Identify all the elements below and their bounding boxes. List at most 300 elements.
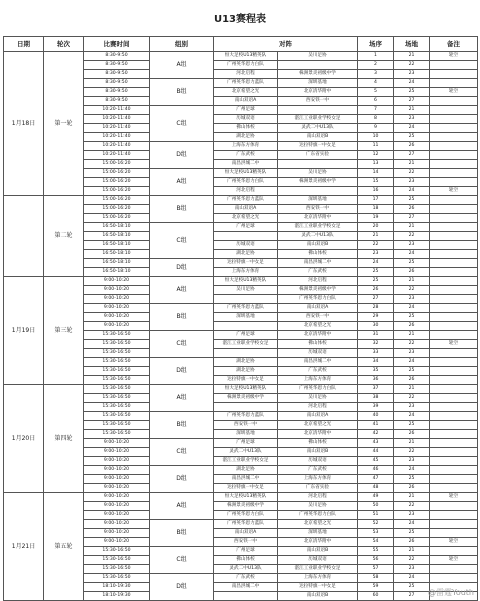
note-cell — [430, 385, 478, 394]
seq-cell: 35 — [358, 367, 394, 376]
seq-cell: 50 — [358, 502, 394, 511]
note-cell: 轮空 — [430, 493, 478, 502]
home-team-cell: 河北启程 — [214, 187, 278, 196]
field-cell: 24 — [394, 520, 430, 529]
time-cell: 15:30-16:50 — [84, 574, 150, 583]
note-cell: 轮空 — [430, 187, 478, 196]
away-team-cell: 河北启程 — [278, 493, 358, 502]
time-cell: 18:10-19:30 — [84, 583, 150, 592]
seq-cell: 55 — [358, 547, 394, 556]
away-team-cell: 吴川足协 — [278, 169, 358, 178]
time-cell: 15:00-16:20 — [84, 214, 150, 223]
field-cell: 23 — [394, 295, 430, 304]
time-cell: 9:00-10:20 — [84, 439, 150, 448]
time-cell: 16:50-18:10 — [84, 232, 150, 241]
time-cell: 9:00-10:20 — [84, 457, 150, 466]
field-cell: 24 — [394, 250, 430, 259]
away-team-cell: 深圳基地 — [278, 196, 358, 205]
away-team-cell: 广东省实验 — [278, 484, 358, 493]
round-cell: 第一轮 — [44, 52, 84, 196]
round-cell: 第二轮 — [44, 196, 84, 277]
field-cell: 26 — [394, 322, 430, 331]
group-cell: C组 — [150, 223, 214, 259]
field-cell: 25 — [394, 475, 430, 484]
seq-cell: 41 — [358, 421, 394, 430]
group-cell: C组 — [150, 439, 214, 466]
time-cell: 15:30-16:50 — [84, 367, 150, 376]
group-cell: B组 — [150, 196, 214, 223]
field-cell: 21 — [394, 439, 430, 448]
time-cell: 15:30-16:50 — [84, 412, 150, 421]
home-team-cell: 广州英华恩力蓝队 — [214, 412, 278, 421]
time-cell: 10:20-11:40 — [84, 133, 150, 142]
note-cell: 轮空 — [430, 538, 478, 547]
group-cell: D组 — [150, 358, 214, 385]
header-note: 备注 — [430, 37, 478, 52]
seq-cell: 34 — [358, 358, 394, 367]
time-cell: 9:00-10:20 — [84, 529, 150, 538]
group-cell: A组 — [150, 169, 214, 196]
home-team-cell — [214, 232, 278, 241]
seq-cell: 15 — [358, 178, 394, 187]
field-cell: 24 — [394, 358, 430, 367]
seq-cell: 60 — [358, 592, 394, 601]
time-cell: 15:30-16:50 — [84, 556, 150, 565]
away-team-cell: 上海东方体育 — [278, 475, 358, 484]
seq-cell: 52 — [358, 520, 394, 529]
home-team-cell: 湖北足协 — [214, 133, 278, 142]
field-cell: 27 — [394, 97, 430, 106]
time-cell: 15:30-16:50 — [84, 358, 150, 367]
home-team-cell: 南山双语A — [214, 97, 278, 106]
home-team-cell: 吴川足协 — [214, 286, 278, 295]
home-team-cell: 广东武校 — [214, 574, 278, 583]
field-cell: 21 — [394, 385, 430, 394]
seq-cell: 27 — [358, 295, 394, 304]
group-cell: A组 — [150, 385, 214, 412]
note-cell — [430, 61, 478, 70]
away-team-cell — [278, 160, 358, 169]
home-team-cell: 广州足球 — [214, 331, 278, 340]
seq-cell: 17 — [358, 196, 394, 205]
away-team-cell: 吴川足协 — [278, 394, 358, 403]
away-team-cell: 南昌洪城二中 — [278, 358, 358, 367]
field-cell: 22 — [394, 556, 430, 565]
field-cell: 24 — [394, 412, 430, 421]
field-cell: 23 — [394, 457, 430, 466]
home-team-cell: 湛江工业职业学校女足 — [214, 457, 278, 466]
away-team-cell: 北京希望之光 — [278, 421, 358, 430]
field-cell: 27 — [394, 151, 430, 160]
seq-cell: 43 — [358, 439, 394, 448]
away-team-cell: 吴川足协 — [278, 52, 358, 61]
group-cell: D组 — [150, 142, 214, 169]
home-team-cell: 广州英华恩力白队 — [214, 178, 278, 187]
away-team-cell: 北京清华附中 — [278, 214, 358, 223]
home-team-cell: 广州英华恩力蓝队 — [214, 79, 278, 88]
time-cell: 8:30-9:50 — [84, 70, 150, 79]
field-cell: 25 — [394, 529, 430, 538]
field-cell: 26 — [394, 376, 430, 385]
field-cell: 24 — [394, 304, 430, 313]
field-cell: 23 — [394, 178, 430, 187]
seq-cell: 22 — [358, 241, 394, 250]
date-cell: 1月21日 — [4, 493, 44, 601]
time-cell: 10:20-11:40 — [84, 106, 150, 115]
note-cell — [430, 520, 478, 529]
field-cell: 24 — [394, 79, 430, 88]
time-cell: 15:30-16:50 — [84, 565, 150, 574]
away-team-cell: 西安铁一中 — [278, 205, 358, 214]
away-team-cell: 历城双语 — [278, 556, 358, 565]
home-team-cell: 佛山体校 — [214, 124, 278, 133]
field-cell: 24 — [394, 466, 430, 475]
note-cell — [430, 97, 478, 106]
time-cell: 9:00-10:20 — [84, 286, 150, 295]
time-cell: 16:50-18:10 — [84, 259, 150, 268]
note-cell — [430, 412, 478, 421]
away-team-cell: 南山双语A — [278, 412, 358, 421]
seq-cell: 39 — [358, 403, 394, 412]
header-date: 日期 — [4, 37, 44, 52]
away-team-cell: 湛江工业职业学校女足 — [278, 223, 358, 232]
time-cell: 8:30-9:50 — [84, 52, 150, 61]
home-team-cell: 湖北足协 — [214, 250, 278, 259]
away-team-cell: 北京希望之光 — [278, 322, 358, 331]
note-cell — [430, 169, 478, 178]
home-team-cell: 广州英华恩力白队 — [214, 511, 278, 520]
time-cell: 8:30-9:50 — [84, 88, 150, 97]
field-cell: 24 — [394, 187, 430, 196]
seq-cell: 28 — [358, 304, 394, 313]
home-team-cell — [214, 403, 278, 412]
time-cell: 15:00-16:20 — [84, 160, 150, 169]
field-cell: 22 — [394, 340, 430, 349]
away-team-cell: 北京清华附中 — [278, 331, 358, 340]
field-cell: 22 — [394, 448, 430, 457]
home-team-cell: 广州足球 — [214, 547, 278, 556]
field-cell: 23 — [394, 241, 430, 250]
header-row — [4, 37, 478, 52]
seq-cell: 23 — [358, 250, 394, 259]
note-cell — [430, 448, 478, 457]
home-team-cell: 历城双语 — [214, 241, 278, 250]
group-cell: D组 — [150, 574, 214, 601]
time-cell: 9:00-10:20 — [84, 466, 150, 475]
note-cell — [430, 457, 478, 466]
field-cell: 22 — [394, 232, 430, 241]
away-team-cell — [278, 61, 358, 70]
seq-cell: 49 — [358, 493, 394, 502]
time-cell: 15:30-16:50 — [84, 403, 150, 412]
home-team-cell: 达拉特旗一中女足 — [214, 259, 278, 268]
away-team-cell: 深圳基地 — [278, 529, 358, 538]
note-cell — [430, 223, 478, 232]
seq-cell: 20 — [358, 223, 394, 232]
home-team-cell: 广州英华恩力蓝队 — [214, 196, 278, 205]
note-cell — [430, 214, 478, 223]
home-team-cell: 广州英华恩力白队 — [214, 61, 278, 70]
home-team-cell: 湖北足协 — [214, 367, 278, 376]
group-cell: C组 — [150, 106, 214, 142]
away-team-cell: 历城双语 — [278, 349, 358, 358]
note-cell — [430, 241, 478, 250]
field-cell: 25 — [394, 133, 430, 142]
home-team-cell: 南山双语A — [214, 529, 278, 538]
time-cell: 16:50-18:10 — [84, 268, 150, 277]
away-team-cell: 佛山体校 — [278, 439, 358, 448]
time-cell: 9:00-10:20 — [84, 484, 150, 493]
schedule-body — [4, 52, 478, 601]
time-cell: 16:50-18:10 — [84, 241, 150, 250]
seq-cell: 58 — [358, 574, 394, 583]
seq-cell: 3 — [358, 70, 394, 79]
seq-cell: 45 — [358, 457, 394, 466]
time-cell: 10:20-11:40 — [84, 124, 150, 133]
time-cell: 9:00-10:20 — [84, 304, 150, 313]
time-cell: 15:30-16:50 — [84, 421, 150, 430]
note-cell — [430, 133, 478, 142]
note-cell — [430, 475, 478, 484]
time-cell: 15:30-16:50 — [84, 547, 150, 556]
seq-cell: 46 — [358, 466, 394, 475]
note-cell — [430, 511, 478, 520]
home-team-cell: 广州英华恩力蓝队 — [214, 304, 278, 313]
page-title: U13赛程表 — [213, 14, 267, 25]
note-cell — [430, 295, 478, 304]
home-team-cell: 南昌洪城二中 — [214, 475, 278, 484]
note-cell — [430, 547, 478, 556]
note-cell — [430, 250, 478, 259]
note-cell — [430, 358, 478, 367]
home-team-cell: 恒大足校U13精英队 — [214, 52, 278, 61]
away-team-cell: 灵武二中U13队 — [278, 124, 358, 133]
home-team-cell — [214, 349, 278, 358]
time-cell: 15:30-16:50 — [84, 349, 150, 358]
home-team-cell: 广州足球 — [214, 439, 278, 448]
away-team-cell: 吴川足协 — [278, 502, 358, 511]
group-cell: B组 — [150, 79, 214, 106]
away-team-cell: 湛江工业职业学校女足 — [278, 115, 358, 124]
home-team-cell: 湖北足协 — [214, 358, 278, 367]
note-cell: 轮空 — [430, 340, 478, 349]
home-team-cell: 河北启程 — [214, 70, 278, 79]
away-team-cell: 历城双语 — [278, 457, 358, 466]
field-cell: 25 — [394, 583, 430, 592]
time-cell: 15:00-16:20 — [84, 178, 150, 187]
seq-cell: 12 — [358, 151, 394, 160]
away-team-cell: 广东武校 — [278, 466, 358, 475]
date-cell: 1月18日 — [4, 52, 44, 196]
note-cell — [430, 205, 478, 214]
note-cell — [430, 142, 478, 151]
seq-cell: 48 — [358, 484, 394, 493]
away-team-cell: 河北启程 — [278, 277, 358, 286]
note-cell: 轮空 — [430, 88, 478, 97]
away-team-cell: 西安铁一中 — [278, 97, 358, 106]
field-cell: 21 — [394, 52, 430, 61]
group-cell: D组 — [150, 466, 214, 493]
seq-cell: 13 — [358, 160, 394, 169]
group-cell: A组 — [150, 52, 214, 79]
table-row — [4, 277, 478, 286]
seq-cell: 21 — [358, 232, 394, 241]
group-cell: B组 — [150, 412, 214, 439]
home-team-cell: 灵武二中U13队 — [214, 448, 278, 457]
home-team-cell: 广州足球 — [214, 223, 278, 232]
note-cell — [430, 331, 478, 340]
header-seq: 场序 — [358, 37, 394, 52]
home-team-cell: 湛江工业职业学校女足 — [214, 340, 278, 349]
group-cell: B组 — [150, 520, 214, 547]
field-cell: 25 — [394, 367, 430, 376]
away-team-cell: 佛山体校 — [278, 340, 358, 349]
home-team-cell: 广州英华恩力蓝队 — [214, 520, 278, 529]
note-cell — [430, 106, 478, 115]
away-team-cell: 广东武校 — [278, 268, 358, 277]
seq-cell: 47 — [358, 475, 394, 484]
note-cell — [430, 232, 478, 241]
away-team-cell: 北京清华附中 — [278, 88, 358, 97]
time-cell: 9:00-10:20 — [84, 295, 150, 304]
seq-cell: 32 — [358, 340, 394, 349]
home-team-cell: 上海东方体育 — [214, 268, 278, 277]
header-matchup: 对阵 — [214, 37, 358, 52]
away-team-cell: 广州英华恩力白队 — [278, 295, 358, 304]
field-cell: 25 — [394, 196, 430, 205]
seq-cell: 11 — [358, 142, 394, 151]
header-field: 场地 — [394, 37, 430, 52]
home-team-cell: 广东武校 — [214, 151, 278, 160]
home-team-cell: 佛山体校 — [214, 556, 278, 565]
field-cell: 23 — [394, 565, 430, 574]
home-team-cell: 深圳基地 — [214, 430, 278, 439]
time-cell: 15:00-16:20 — [84, 169, 150, 178]
home-team-cell: 湖北足协 — [214, 466, 278, 475]
seq-cell: 57 — [358, 565, 394, 574]
time-cell: 10:20-11:40 — [84, 151, 150, 160]
note-cell — [430, 304, 478, 313]
home-team-cell: 上海东方体育 — [214, 142, 278, 151]
home-team-cell — [214, 295, 278, 304]
seq-cell: 29 — [358, 313, 394, 322]
note-cell — [430, 79, 478, 88]
field-cell: 21 — [394, 547, 430, 556]
away-team-cell: 北京清华附中 — [278, 430, 358, 439]
note-cell — [430, 322, 478, 331]
seq-cell: 2 — [358, 61, 394, 70]
note-cell: 轮空 — [430, 556, 478, 565]
field-cell: 21 — [394, 331, 430, 340]
note-cell — [430, 268, 478, 277]
note-cell — [430, 367, 478, 376]
group-cell: C组 — [150, 331, 214, 358]
time-cell: 10:20-11:40 — [84, 115, 150, 124]
time-cell: 16:50-18:10 — [84, 250, 150, 259]
field-cell: 23 — [394, 511, 430, 520]
time-cell: 9:00-10:20 — [84, 322, 150, 331]
seq-cell: 7 — [358, 106, 394, 115]
note-cell — [430, 466, 478, 475]
note-cell — [430, 115, 478, 124]
field-cell: 24 — [394, 574, 430, 583]
time-cell: 10:20-11:40 — [84, 142, 150, 151]
seq-cell: 53 — [358, 529, 394, 538]
time-cell: 9:00-10:20 — [84, 538, 150, 547]
note-cell — [430, 421, 478, 430]
home-team-cell: 达拉特旗一中女足 — [214, 484, 278, 493]
time-cell: 9:00-10:20 — [84, 520, 150, 529]
seq-cell: 25 — [358, 268, 394, 277]
note-cell — [430, 124, 478, 133]
seq-cell: 8 — [358, 115, 394, 124]
table-row — [4, 493, 478, 502]
seq-cell: 37 — [358, 385, 394, 394]
away-team-cell: 达拉特旗一中女足 — [278, 142, 358, 151]
note-cell — [430, 484, 478, 493]
seq-cell: 36 — [358, 376, 394, 385]
away-team-cell: 株洲景炎初级中学 — [278, 178, 358, 187]
time-cell: 15:30-16:50 — [84, 385, 150, 394]
seq-cell: 42 — [358, 430, 394, 439]
field-cell: 22 — [394, 286, 430, 295]
round-cell: 第四轮 — [44, 385, 84, 493]
seq-cell: 54 — [358, 538, 394, 547]
note-cell — [430, 574, 478, 583]
away-team-cell: 南山双语B — [278, 241, 358, 250]
time-cell: 9:00-10:20 — [84, 475, 150, 484]
time-cell: 15:30-16:50 — [84, 340, 150, 349]
date-cell — [4, 196, 44, 277]
note-cell — [430, 349, 478, 358]
field-cell: 23 — [394, 115, 430, 124]
note-cell — [430, 565, 478, 574]
home-team-cell — [214, 322, 278, 331]
time-cell: 9:00-10:20 — [84, 502, 150, 511]
note-cell — [430, 502, 478, 511]
group-cell: C组 — [150, 547, 214, 574]
away-team-cell: 南山双语B — [278, 547, 358, 556]
field-cell: 24 — [394, 124, 430, 133]
table-row — [4, 385, 478, 394]
field-cell: 26 — [394, 142, 430, 151]
field-cell: 22 — [394, 394, 430, 403]
watermark: @雷霆Youth — [428, 588, 474, 597]
field-cell: 26 — [394, 268, 430, 277]
home-team-cell: 深圳基地 — [214, 313, 278, 322]
away-team-cell: 北京希望之光 — [278, 520, 358, 529]
round-cell: 第五轮 — [44, 493, 84, 601]
seq-cell: 59 — [358, 583, 394, 592]
note-cell — [430, 178, 478, 187]
away-team-cell: 南昌洪城二中 — [278, 259, 358, 268]
schedule-table — [3, 36, 478, 601]
time-cell: 9:00-10:20 — [84, 511, 150, 520]
field-cell: 23 — [394, 403, 430, 412]
round-cell: 第三轮 — [44, 277, 84, 385]
away-team-cell: 广州英华恩力白队 — [278, 385, 358, 394]
field-cell: 21 — [394, 277, 430, 286]
group-cell: B组 — [150, 304, 214, 331]
field-cell: 27 — [394, 592, 430, 601]
time-cell: 15:30-16:50 — [84, 394, 150, 403]
seq-cell: 6 — [358, 97, 394, 106]
seq-cell: 51 — [358, 511, 394, 520]
away-team-cell: 广州英华恩力白队 — [278, 511, 358, 520]
note-cell — [430, 196, 478, 205]
field-cell: 26 — [394, 205, 430, 214]
home-team-cell: 恒大足校U13精英队 — [214, 385, 278, 394]
